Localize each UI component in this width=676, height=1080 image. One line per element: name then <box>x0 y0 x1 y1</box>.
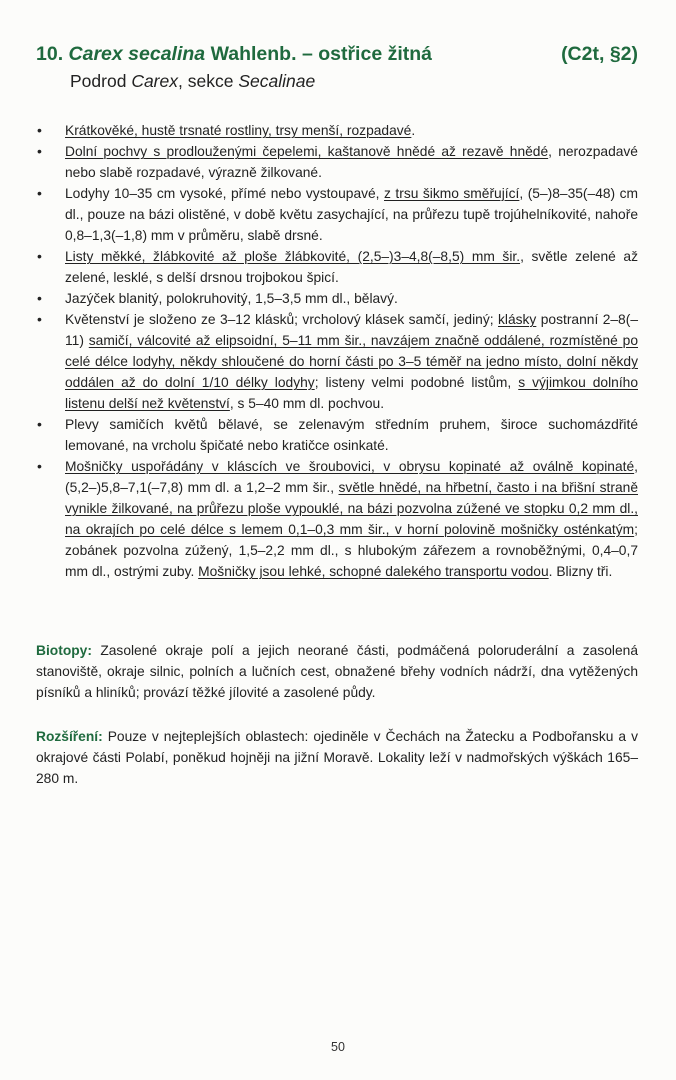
underlined-text: Krátkověké, hustě trsnaté rostliny, trsy menší, rozpadavé <box>65 123 412 138</box>
trait-item <box>36 183 638 246</box>
trait-item <box>36 414 638 456</box>
underlined-text: samičí, válcovité až elipsoidní, 5–11 mm šir., navzájem značně oddálené, rozmístěné po celé délce lodyhy, někdy shloučené do horní části po 3–5 téměř na jedno místo, dolní někdy oddálen až do dolní 1/10 délky lodyhy <box>65 333 639 390</box>
trait-item <box>36 309 638 414</box>
trait-text: . Blizny tři. <box>548 564 613 579</box>
czech-name: ostřice žitná <box>318 43 433 65</box>
species-header <box>36 42 638 93</box>
biotopy-text: Zasolené okraje polí a jejich neorané části, podmáčená poloruderální a zasolená stanoviště, okraje silnic, polních a lučních cest, obnažené břehy vodních nádrží, dna vytěžených písníků a hliníků; provází těžké jílovité a zasolené půdy. <box>36 643 638 700</box>
trait-item <box>36 246 638 288</box>
page-number: 50 <box>331 1040 345 1054</box>
rozsireni-paragraph <box>36 726 638 789</box>
trait-item <box>36 456 638 582</box>
underlined-text: Listy měkké, žlábkovité až ploše žlábkovité, (2,5–)3–4,8(–8,5) mm šir. <box>65 249 521 264</box>
trait-text: . <box>411 123 416 138</box>
underlined-text: Mošničky uspořádány v kláscích ve šroubovici, v obrysu kopinaté až oválně kopinaté <box>65 459 635 474</box>
author: Wahlenb. <box>210 43 297 65</box>
trait-text: , (5–)8–35(–48) cm dl., pouze na bázi olistěné, v době květu zasychající, na průřezu tupě trojúhelníkovité, nahoře 0,8–1,3(–1,8) mm v průměru, slabě drsné. <box>65 186 639 243</box>
trait-text: , (5,2–)5,8–7,1(–7,8) mm dl. a 1,2–2 mm šir., <box>65 459 638 495</box>
rozsireni-label: Rozšíření: <box>36 729 103 744</box>
trait-text: , s 5–40 mm dl. pochvou. <box>229 396 385 411</box>
trait-text: Květenství je složeno ze 3–12 klásků; vrcholový klásek samčí, jediný; <box>65 312 498 327</box>
protection-code: (C2t, §2) <box>561 43 638 65</box>
latin-name: Carex secalina <box>68 43 206 65</box>
species-name <box>36 42 432 66</box>
underlined-text: Mošničky jsou lehké, schopné dalekého transportu vodou <box>198 564 549 579</box>
section-name: Secalinae <box>238 71 316 91</box>
species-number: 10. <box>36 43 64 65</box>
underlined-text: světle hnědé, na hřbetní, často i na břišní straně vynikle žilkované, na průřezu ploše vypouklé, na bázi pozvolna zúžené ve stopku 0,2 mm dl., na okrajích po celé délce s lemem 0,1–0,3 mm šir., v horní polovině mošničky osténkatým <box>65 480 639 537</box>
underlined-text: s výjimkou dolního listenu delší než květenství <box>65 375 638 411</box>
trait-text: Jazýček blanitý, polokruhovitý, 1,5–3,5 mm dl., bělavý. <box>65 291 398 306</box>
underlined-text: klásky <box>498 312 537 327</box>
trait-text: ; zobánek pozvolna zúžený, 1,5–2,2 mm dl., s hlubokým zářezem a rovnoběžnými, 0,4–0,7 mm dl., ostrými zuby. <box>65 522 638 579</box>
trait-list <box>36 120 638 582</box>
underlined-text: z trsu šikmo směřující <box>384 186 520 201</box>
trait-text: , světle zelené až zelené, lesklé, s delší drsnou trojbokou špicí. <box>65 249 639 285</box>
biotopy-paragraph <box>36 640 638 703</box>
trait-item <box>36 288 638 309</box>
underlined-text: Dolní pochvy s prodlouženými čepelemi, kaštanově hnědé až rezavě hnědé <box>65 144 549 159</box>
trait-text: postranní 2–8(–11) <box>65 312 638 348</box>
trait-text: Plevy samičích květů bělavé, se zelenavým středním pruhem, široce suchomázdřité lemované, na vrcholu špičaté nebo kratičce osinkaté. <box>65 417 638 453</box>
rozsireni-text: Pouze v nejteplejších oblastech: ojediněle v Čechách na Žatecku a Podbořansku a v okrajové části Polabí, poněkud hojněji na jižní Moravě. Lokality leží v nadmořských výškách 165–280 m. <box>36 729 638 786</box>
subgenus-prefix: Podrod <box>70 71 127 91</box>
species-title <box>36 42 638 66</box>
trait-item <box>36 141 638 183</box>
section-prefix: , sekce <box>178 71 234 91</box>
subgenus: Carex <box>131 71 178 91</box>
trait-item <box>36 120 638 141</box>
trait-text: ; listeny velmi podobné listům, <box>314 375 519 390</box>
trait-text: , nerozpadavé nebo slabě rozpadavé, výrazně žilkované. <box>65 144 638 180</box>
taxonomy-subtitle <box>70 69 638 93</box>
biotopy-label: Biotopy: <box>36 643 92 658</box>
trait-text: Lodyhy 10–35 cm vysoké, přímé nebo vystoupavé, <box>65 186 385 201</box>
title-dash: – <box>301 43 313 65</box>
